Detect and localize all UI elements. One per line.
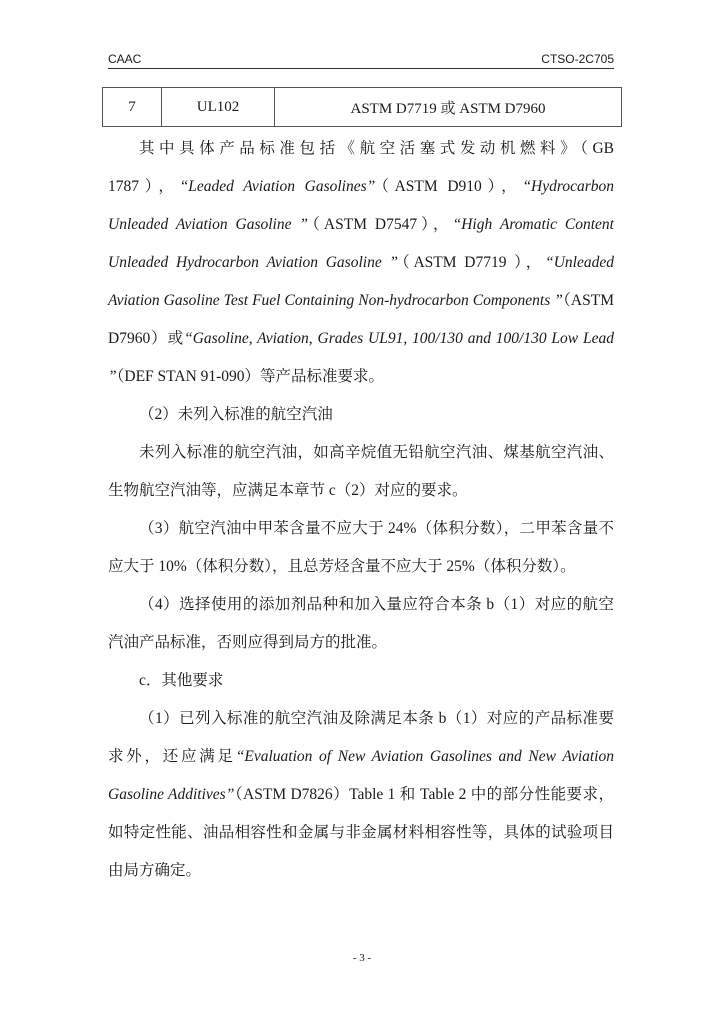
document-body [108,130,614,890]
table-cell-standard: ASTM D7719 或 ASTM D7960 [275,88,622,127]
heading-unlisted-gasoline: （2）未列入标准的航空汽油 [139,406,333,423]
paragraph-additives: （4）选择使用的添加剂品种和加入量应符合本条 b（1）对应的航空汽油产品标准，否则应得到局方的批准。 [108,596,614,651]
table-row [103,88,622,127]
header-org: CAAC [108,52,142,66]
paragraph-unlisted: 未列入标准的航空汽油，如高辛烷值无铅航空汽油、煤基航空汽油、生物航空汽油等，应满足本章节 c（2）对应的要求。 [108,444,614,499]
page-header [108,52,614,69]
paragraph-other: （1）已列入标准的航空汽油及除满足本条 b（1）对应的产品标准要求外，还应满足“Evaluation of New Aviation Gasolines and New Aviation Gasoline Additives”（ASTM D7826）Table 1 和 Table 2 中的部分性能要求，如特定性能、油品相容性和金属与非金属材料相容性等，具体的试验项目由局方确定。 [108,710,614,879]
table-cell-no: 7 [103,88,162,127]
paragraph-standards: 其中具体产品标准包括《航空活塞式发动机燃料》（GB 1787），“Leaded Aviation Gasolines”（ASTM D910），“Hydrocarbon Unleaded Aviation Gasoline ”（ASTM D7547），“High Aromatic Content Unleaded Hydrocarbon Aviation Gasoline ”（ASTM D7719 ），“Unleaded Aviation Gasoline Test Fuel Containing Non-hydrocarbon Components ”（ASTM D7960）或“Gasoline, Aviation, Grades UL91, 100/130 and 100/130 Low Lead ”（DEF STAN 91-090）等产品标准要求。 [108,140,614,385]
paragraph-aromatics: （3）航空汽油中甲苯含量不应大于 24%（体积分数），二甲苯含量不应大于 10%（体积分数），且总芳烃含量不应大于 25%（体积分数）。 [108,520,614,575]
page-number: - 3 - [352,952,372,964]
table-cell-grade: UL102 [162,88,275,127]
standards-table [102,87,622,127]
heading-other-requirements: c．其他要求 [139,672,224,689]
header-doc-id: CTSO-2C705 [541,52,614,66]
